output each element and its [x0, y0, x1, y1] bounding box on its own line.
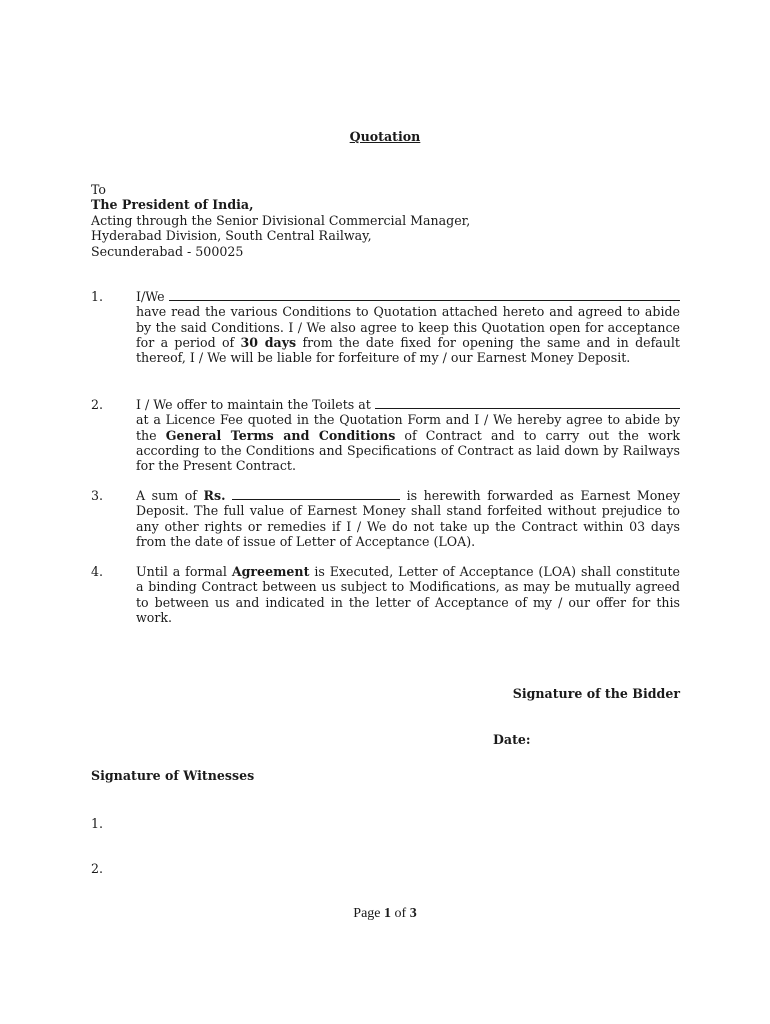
date-label: Date:: [493, 732, 531, 747]
page-footer: [0, 906, 770, 922]
clause-3-text-a: A sum of: [136, 488, 204, 503]
witness-1-number: 1.: [91, 816, 104, 831]
clause-2-lead: I / We offer to maintain the Toilets at: [136, 397, 371, 412]
document-title: Quotation: [349, 129, 421, 144]
clause-1-bold: 30 days: [240, 334, 297, 350]
clause-4: [136, 564, 680, 625]
clause-1: [136, 289, 680, 365]
clause-2-number: 2.: [91, 397, 104, 412]
footer-total-pages: 3: [409, 906, 417, 921]
clause-3-number: 3.: [91, 488, 104, 503]
amount-blank-line[interactable]: [232, 488, 400, 500]
address-line-2: Hyderabad Division, South Central Railway,: [91, 228, 372, 244]
clause-4-text-a: Until a formal: [136, 564, 232, 579]
address-line-1: Acting through the Senior Divisional Commercial Manager,: [91, 212, 471, 228]
clause-2-text-b: of Contract and to carry out the work according to the Conditions and Specifications of Contract as laid down by Railways for the Present Contract.: [136, 427, 680, 474]
clause-2-text-a: at a Licence Fee quoted in the Quotation Form and I / We hereby agree to abide by the: [136, 412, 680, 443]
name-blank-line[interactable]: [169, 289, 680, 301]
clause-4-text-b: is Executed, Letter of Acceptance (LOA) shall constitute a binding Contract between us subject to Modifications, as may be mutually agreed to between us and indicated in the letter of Acceptance of my / our offer for this work.: [136, 564, 680, 625]
signature-bidder-label: Signature of the Bidder: [512, 686, 680, 701]
witnesses-heading: Signature of Witnesses: [91, 768, 255, 783]
address-recipient: The President of India,: [91, 197, 254, 213]
clause-2-bold: General Terms and Conditions: [165, 427, 396, 443]
clause-3-bold: Rs.: [203, 488, 226, 503]
footer-page-word: Page: [353, 906, 385, 921]
clause-4-number: 4.: [91, 564, 104, 579]
location-blank-line[interactable]: [375, 397, 680, 409]
clause-4-bold: Agreement: [231, 564, 310, 579]
address-line-3: Secunderabad - 500025: [91, 243, 244, 259]
witness-2-number: 2.: [91, 861, 104, 876]
address-block: [91, 182, 470, 259]
clause-1-first-line: [136, 289, 680, 304]
clause-3: [136, 488, 680, 549]
clause-2: [136, 397, 680, 473]
clause-3-text-b: is herewith forwarded as Earnest Money Deposit. The full value of Earnest Money shall stand forfeited without prejudice to any other rights or remedies if I / We do not take up the Contract within 03 days from the date of issue of Letter of Acceptance (LOA).: [136, 488, 680, 549]
footer-current-page: 1: [384, 906, 392, 921]
clause-1-text-b: from the date fixed for opening the same and in default thereof, I / We will be liable for forfeiture of my / our Earnest Money Deposit.: [136, 334, 680, 366]
clause-1-number: 1.: [91, 289, 104, 304]
clause-1-text-a: have read the various Conditions to Quotation attached hereto and agreed to abide by the said Conditions. I / We also agree to keep this Quotation open for acceptance for a period of: [136, 304, 680, 350]
clause-1-lead: I/We: [136, 289, 165, 304]
footer-of-word: of: [391, 906, 410, 921]
address-to: To: [91, 182, 107, 197]
clause-2-first-line: [136, 397, 680, 412]
